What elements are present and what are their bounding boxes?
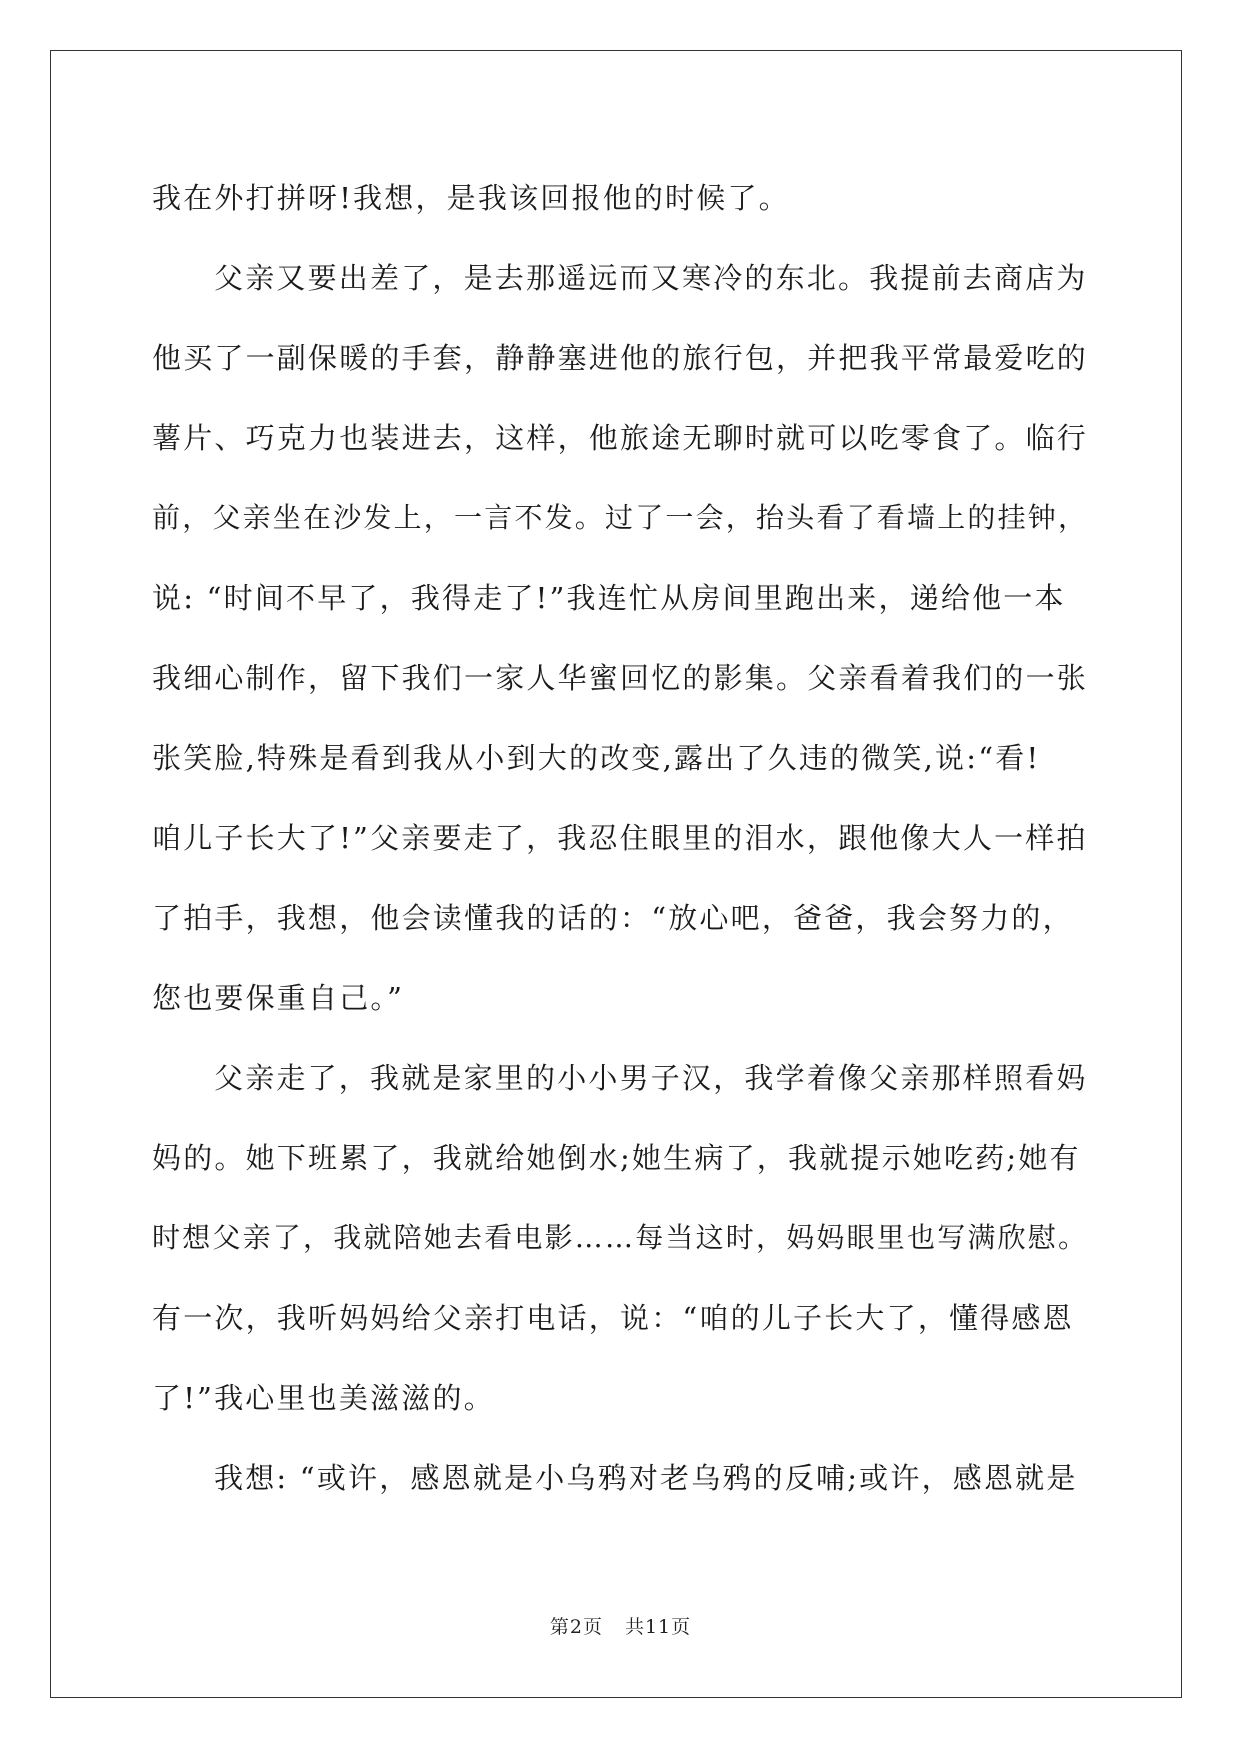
text-line: 有一次，我听妈妈给父亲打电话，说：“咱的儿子长大了，懂得感恩: [152, 1301, 1074, 1335]
text-line: 父亲又要出差了，是去那遥远而又寒冷的东北。我提前去商店为: [214, 261, 1088, 295]
text-line: 我想: “或许，感恩就是小乌鸦对老乌鸦的反哺;或许，感恩就是: [214, 1461, 1078, 1495]
document-body: [152, 158, 1092, 1518]
text-line: 张笑脸,特殊是看到我从小到大的改变,露出了久违的微笑,说:“看!: [152, 741, 1041, 775]
page-footer: [0, 1612, 1241, 1639]
text-line: 说: “时间不早了，我得走了!”我连忙从房间里跑出来，递给他一本: [152, 581, 1066, 615]
page-total: 共11页: [624, 1616, 692, 1638]
text-line: 妈的。她下班累了，我就给她倒水;她生病了，我就提示她吃药;她有: [152, 1141, 1081, 1175]
text-line: 我细心制作，留下我们一家人华蜜回忆的影集。父亲看着我们的一张: [152, 661, 1089, 695]
text-line: 咱儿子长大了!”父亲要走了，我忍住眼里的泪水，跟他像大人一样拍: [152, 821, 1088, 855]
text-line: 了!”我心里也美滋滋的。: [152, 1381, 495, 1415]
text-line: 时想父亲了，我就陪她去看电影……每当这时，妈妈眼里也写满欣慰。: [152, 1221, 1089, 1254]
text-line: 了拍手，我想，他会读懂我的话的：“放心吧，爸爸，我会努力的，: [152, 901, 1074, 935]
text-line: 他买了一副保暖的手套，静静塞进他的旅行包，并把我平常最爱吃的: [152, 341, 1089, 375]
text-line: 我在外打拼呀!我想，是我该回报他的时候了。: [152, 181, 790, 215]
text-line: 父亲走了，我就是家里的小小男子汉，我学着像父亲那样照看妈: [214, 1061, 1088, 1095]
text-line: 前，父亲坐在沙发上，一言不发。过了一会，抬头看了看墙上的挂钟，: [152, 501, 1089, 534]
text-line: 您也要保重自己。”: [152, 981, 405, 1015]
page-number: 第2页: [549, 1616, 603, 1638]
text-line: 薯片、巧克力也装进去，这样，他旅途无聊时就可以吃零食了。临行: [152, 421, 1089, 455]
